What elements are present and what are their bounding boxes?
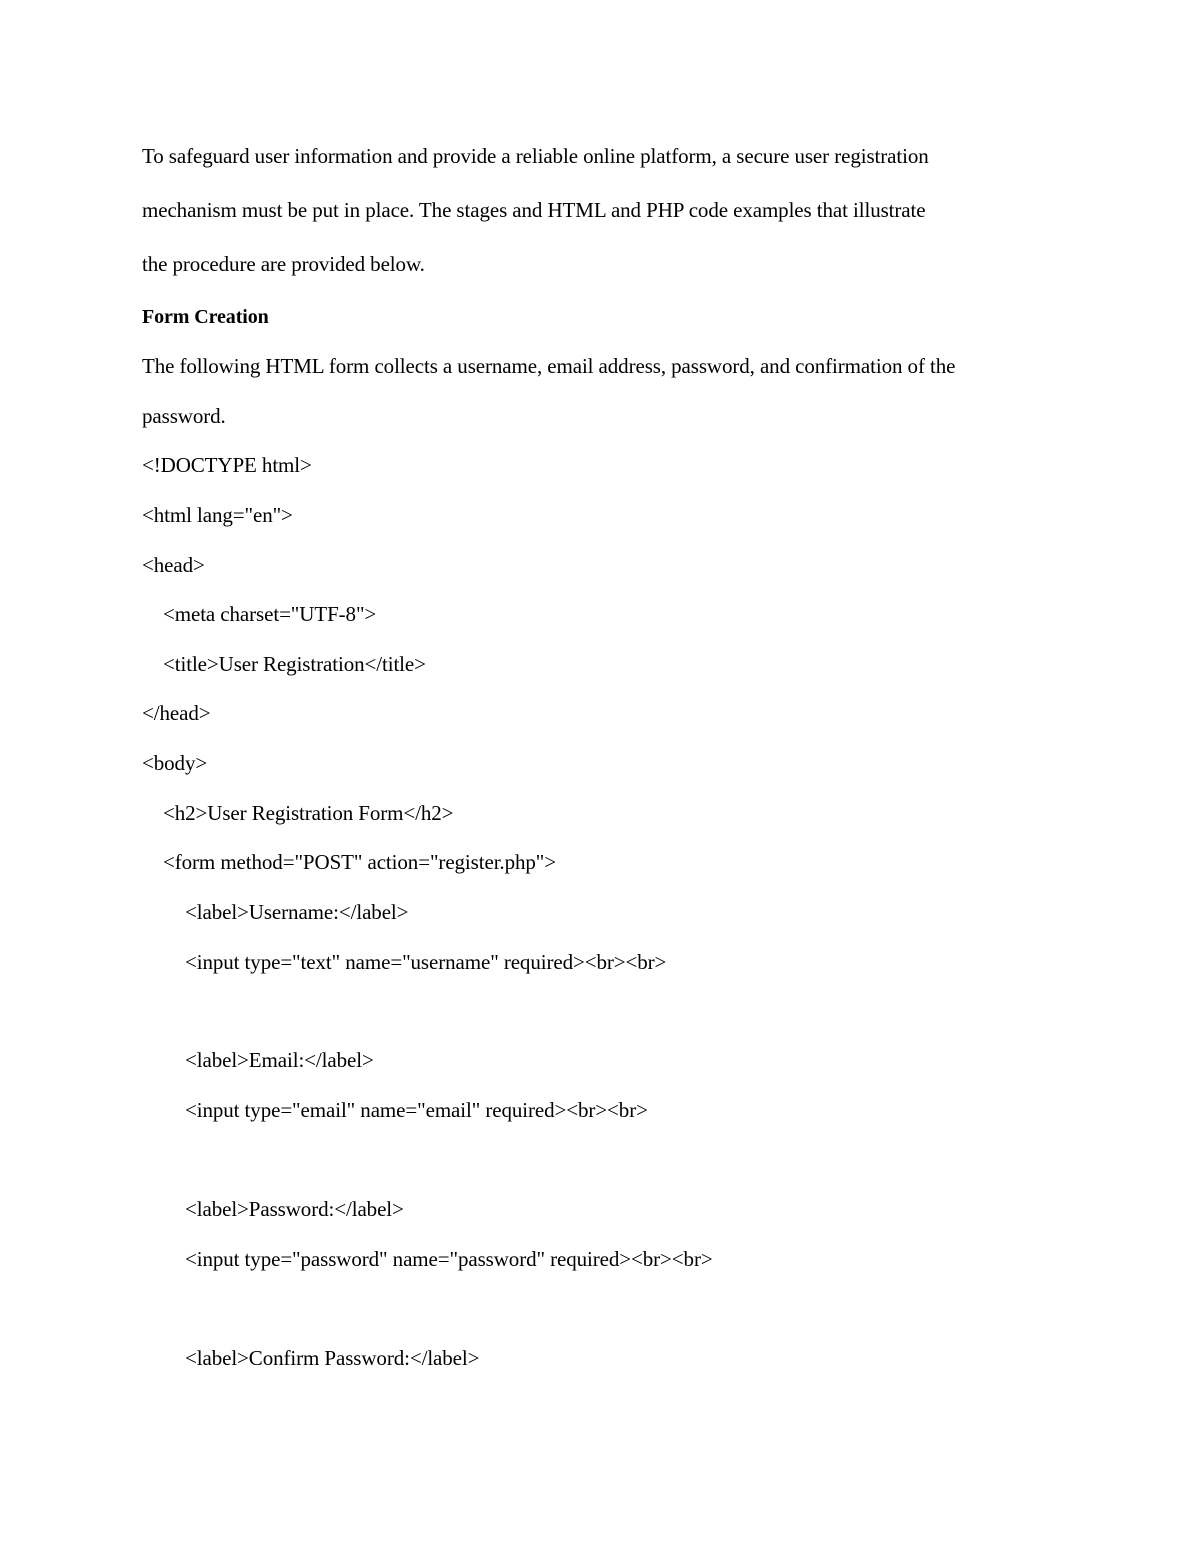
code-line: <form method="POST" action="register.php"> — [163, 850, 556, 874]
section-text-line-1: The following HTML form collects a username, email address, password, and confirmation of the — [142, 354, 956, 378]
code-line: </head> — [142, 701, 211, 725]
intro-line-1: To safeguard user information and provide a reliable online platform, a secure user registration — [142, 144, 929, 168]
section-text-line-2: password. — [142, 404, 226, 428]
code-line: <meta charset="UTF-8"> — [163, 602, 377, 626]
section-heading: Form Creation — [142, 306, 269, 328]
intro-line-3: the procedure are provided below. — [142, 252, 425, 276]
code-line: <label>Confirm Password:</label> — [185, 1346, 480, 1370]
code-line: <body> — [142, 751, 208, 775]
code-line: <!DOCTYPE html> — [142, 453, 312, 477]
intro-line-2: mechanism must be put in place. The stages and HTML and PHP code examples that illustrate — [142, 198, 926, 222]
code-line: <html lang="en"> — [142, 503, 293, 527]
code-line: <input type="password" name="password" required><br><br> — [185, 1247, 713, 1271]
code-line: <label>Password:</label> — [185, 1197, 404, 1221]
code-line: <input type="text" name="username" required><br><br> — [185, 950, 667, 974]
code-line: <label>Username:</label> — [185, 900, 409, 924]
code-line: <label>Email:</label> — [185, 1048, 374, 1072]
code-line: <head> — [142, 553, 205, 577]
code-line: <input type="email" name="email" required><br><br> — [185, 1098, 648, 1122]
code-line: <h2>User Registration Form</h2> — [163, 801, 454, 825]
code-line: <title>User Registration</title> — [163, 652, 426, 676]
